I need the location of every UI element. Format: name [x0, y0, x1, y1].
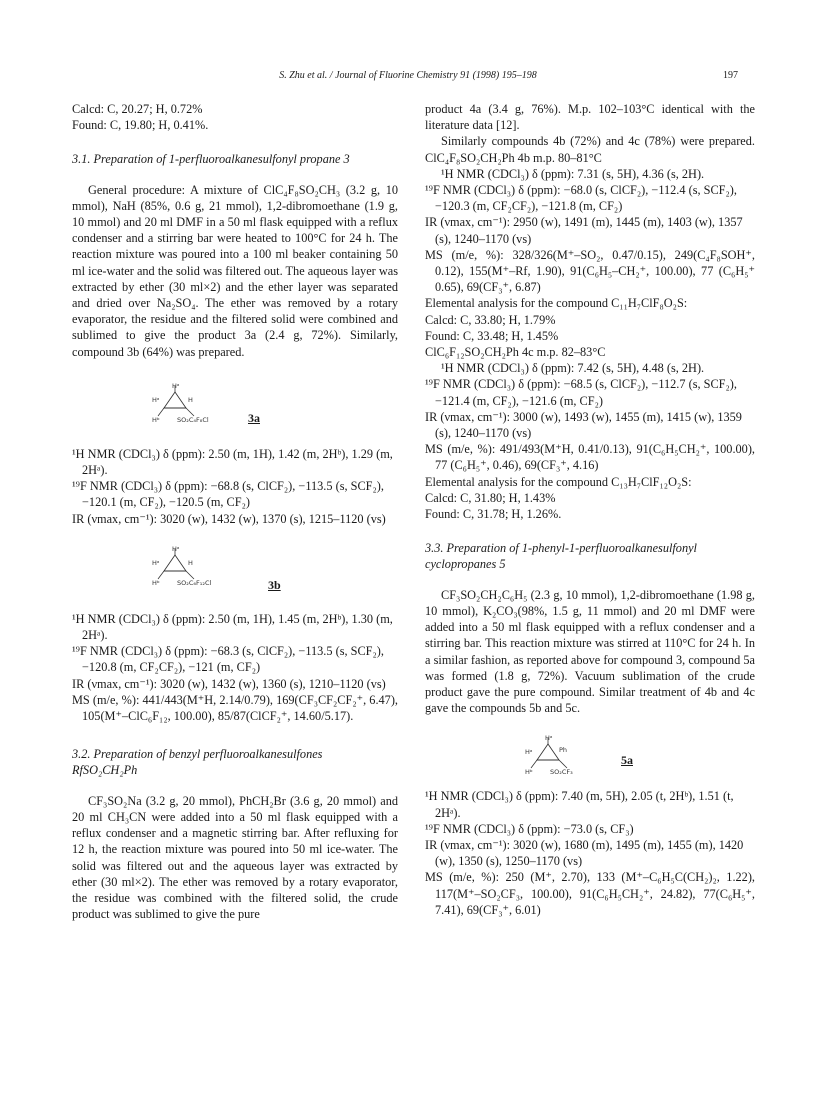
page-number: 197	[723, 70, 738, 81]
cyclopropane-paragraph: CF₃SO₂CH₂C₆H₅ (2.3 g, 10 mmol), 1,2-dibromoethane (1.98 g, 10 mmol), K₂CO₃(98%, 1.5 g, 11 mmol) and 20 ml DMF were added into a 50 ml flask equipped with a reflux condenser and a stirring bar. This reaction mixture was stirred at 110°C for 24 h. In a similar fashion, as reported above for compound 3, compound 5a was formed (1.8 g, 72%). Vacuum sublimation of the crude product gave the pure compound. Similar treatment of 4b and 4c gave the compounds 5b and 5c.	[425, 587, 755, 716]
compound-label-5a: 5a	[621, 753, 633, 768]
fnmr-5a: ¹⁹F NMR (CDCl₃) δ (ppm): −73.0 (s, CF₃)	[425, 821, 634, 836]
calcd-line: Calcd: C, 20.27; H, 0.72%	[72, 102, 203, 116]
atom-h: H	[188, 395, 193, 404]
product-4a-line: product 4a (3.4 g, 76%). M.p. 102–103°C identical with the literature data [12].	[425, 102, 755, 133]
section-heading-3-3: 3.3. Preparation of 1-phenyl-1-perfluoroalkanesulfonyl	[425, 541, 697, 556]
elemental-4c: Elemental analysis for the compound C₁₃H₇ClF₁₂O₂S:	[425, 474, 692, 489]
section-heading-3-2: 3.2. Preparation of benzyl perfluoroalkanesulfones	[72, 747, 323, 762]
running-header	[0, 70, 816, 86]
structure-5a	[425, 734, 755, 778]
structure-3b	[72, 545, 398, 597]
fnmr-3b: ¹⁹F NMR (CDCl₃) δ (ppm): −68.3 (s, ClCF₂), −113.5 (s, SCF₂), −120.8 (m, CF₂CF₂), −121 (m, CF₂)	[72, 644, 384, 675]
atom-ha: Hᵃ	[172, 381, 180, 390]
ir-5a: IR (νmax, cm⁻¹): 3020 (w), 1680 (m), 1495 (m), 1455 (m), 1420 (w), 1350 (s), 1250–1170 (vs)	[425, 837, 744, 869]
ir-3a: IR (νmax, cm⁻¹): 3020 (w), 1432 (w), 1370 (s), 1215–1120 (vs)	[72, 511, 386, 526]
atom-ha: Hᵃ	[545, 734, 553, 743]
atom-hb: Hᵇ	[152, 415, 160, 424]
atom-h: H	[188, 558, 193, 567]
ir-4b: IR (νmax, cm⁻¹): 2950 (w), 1491 (m), 1445 (m), 1403 (w), 1357 (s), 1240–1170 (vs)	[425, 215, 743, 246]
found-4c: Found: C, 31.78; H, 1.26%.	[425, 507, 562, 522]
left-column	[72, 101, 398, 922]
ir-4c: IR (νmax, cm⁻¹): 3000 (w), 1493 (w), 1455 (m), 1415 (w), 1359 (s), 1240–1170 (vs)	[425, 409, 742, 441]
atom-ha: Hᵃ	[152, 558, 160, 567]
atom-ha: Hᵃ	[525, 748, 533, 757]
right-column	[425, 101, 755, 918]
atom-hb: Hᵇ	[525, 768, 533, 777]
calcd-4c: Calcd: C, 31.80; H, 1.43%	[425, 490, 556, 505]
fnmr-4c: ¹⁹F NMR (CDCl₃) δ (ppm): −68.5 (s, ClCF₂), −112.7 (s, SCF₂), −121.4 (m, CF₂), −121.6 (m, CF₂)	[425, 377, 737, 408]
compounds-4b-4c-line: Similarly compounds 4b (72%) and 4c (78%) were prepared. ClC₄F₈SO₂CH₂Ph 4b m.p. 80–81°C	[425, 134, 755, 165]
section-heading-3-3-cont: cyclopropanes 5	[425, 557, 506, 572]
calcd-4b: Calcd: C, 33.80; H, 1.79%	[425, 312, 556, 327]
procedure-paragraph: General procedure: A mixture of ClC₄F₈SO₂CH₃ (3.2 g, 10 mmol), NaH (85%, 0.6 g, 21 mmol), 1,2-dibromoethane (1.9 g, 10 mmol) and 20 ml DMF in a 50 ml flask equipped with a reflux condenser and a stirring bar were heated to 100°C for 24 h. The reaction mixture was poured into a 100 ml beaker containing 50 ml ice-water and the solid was filtered out. The aqueous layer was extracted by ether (30 ml×2) and the ether layer was separated and dried over Na₂SO₄. The ether was removed by a rotary evaporator, the residue and the filtered solid were combined and sublimed to give the product 3a (2.4 g, 72%). Similarly, compound 3b (64%) was prepared.	[72, 182, 398, 359]
hnmr-4c: ¹H NMR (CDCl₃) δ (ppm): 7.42 (s, 5H), 4.48 (s, 2H).	[441, 361, 705, 376]
atom-ha: Hᵃ	[152, 395, 160, 404]
hnmr-3a: ¹H NMR (CDCl₃) δ (ppm): 2.50 (m, 1H), 1.42 (m, 2Hᵇ), 1.29 (m, 2Hᵃ).	[72, 446, 393, 478]
compound-label-3a: 3a	[248, 410, 260, 425]
ms-4c: MS (m/e, %): 491/493(M⁺H, 0.41/0.13), 91(C₆H₅CH₂⁺, 100.00), 77 (C₆H₅⁺, 0.46), 69(CF₃⁺, 4.16)	[425, 442, 755, 473]
ir-3b: IR (νmax, cm⁻¹): 3020 (w), 1432 (w), 1360 (s), 1210–1120 (vs)	[72, 676, 386, 691]
substituent-5a: SO₂CF₃	[550, 768, 573, 777]
ms-3b: MS (m/e, %): 441/443(M⁺H, 2.14/0.79), 169(CF₃CF₂CF₂⁺, 6.47), 105(M⁺–ClC₆F₁₂, 100.00), 85/87(ClCF₂⁺, 14.60/5.17).	[72, 692, 398, 724]
compound-label-3b: 3b	[268, 577, 281, 592]
fnmr-3a: ¹⁹F NMR (CDCl₃) δ (ppm): −68.8 (s, ClCF₂), −113.5 (s, SCF₂), −120.1 (m, CF₂), −120.5 (m, CF₂)	[72, 479, 384, 510]
phenyl-group: Ph	[559, 746, 568, 755]
hnmr-5a: ¹H NMR (CDCl₃) δ (ppm): 7.40 (m, 5H), 2.05 (t, 2Hᵇ), 1.51 (t, 2Hᵃ).	[425, 789, 734, 820]
ms-5a: MS (m/e, %): 250 (M⁺, 2.70), 133 (M⁺–C₆H₅C(CH₂)₂, 1.22), 117(M⁺–SO₂CF₃, 100.00), 91(C₆H₅CH₂⁺, 24.82), 77(C₆H₅⁺, 7.41), 69(CF₃⁺, 6.01)	[425, 870, 755, 917]
fnmr-4b: ¹⁹F NMR (CDCl₃) δ (ppm): −68.0 (s, ClCF₂), −112.4 (s, SCF₂), −120.3 (m, CF₂CF₂), −121.8 (m, CF₂)	[425, 183, 737, 214]
running-title: S. Zhu et al. / Journal of Fluorine Chemistry 91 (1998) 195–198	[279, 70, 537, 81]
section-heading-3-2-formula: RfSO₂CH₂Ph	[72, 763, 138, 778]
section-heading-3-1: 3.1. Preparation of 1-perfluoroalkanesulfonyl propane 3	[72, 152, 350, 167]
substituent-3a: SO₂C₄F₈Cl	[177, 415, 209, 424]
found-line: Found: C, 19.80; H, 0.41%.	[72, 118, 209, 133]
elemental-4b: Elemental analysis for the compound C₁₁H₇ClF₈O₂S:	[425, 296, 688, 311]
hnmr-4b: ¹H NMR (CDCl₃) δ (ppm): 7.31 (s, 5H), 4.36 (s, 2H).	[441, 166, 705, 181]
atom-ha: Hᵃ	[172, 544, 180, 553]
ms-4b: MS (m/e, %): 328/326(M⁺–SO₂, 0.47/0.15), 249(C₄F₈SOH⁺, 0.12), 155(M⁺–Rf, 1.90), 91(C₆H₅–CH₂⁺, 100.00), 77 (C₆H₅⁺ 0.65), 69(CF₃⁺, 6.87)	[425, 247, 755, 295]
benzyl-paragraph: CF₃SO₂Na (3.2 g, 20 mmol), PhCH₂Br (3.6 g, 20 mmol) and 20 ml CH₃CN were added into a 50 ml flask equipped with a reflux condenser and a magnetic stirring bar. After refluxing for 12 h, the reaction mixture was poured into 50 ml ice-water. The solid was filtered out and the aqueous layer was extracted by ether (30 ml×2). The ether was removed by a rotary evaporator, the residue was combined with the filtered solid, the crude product was sublimed to give the pure	[72, 793, 398, 922]
found-4b: Found: C, 33.48; H, 1.45%	[425, 328, 559, 343]
compound-4c-line: ClC₆F₁₂SO₂CH₂Ph 4c m.p. 82–83°C	[425, 345, 606, 360]
structure-3a	[72, 382, 398, 432]
hnmr-3b: ¹H NMR (CDCl₃) δ (ppm): 2.50 (m, 1H), 1.45 (m, 2Hᵇ), 1.30 (m, 2Hᵃ).	[72, 611, 393, 643]
atom-hb: Hᵇ	[152, 578, 160, 587]
substituent-3b: SO₂C₆F₁₂Cl	[177, 578, 212, 587]
